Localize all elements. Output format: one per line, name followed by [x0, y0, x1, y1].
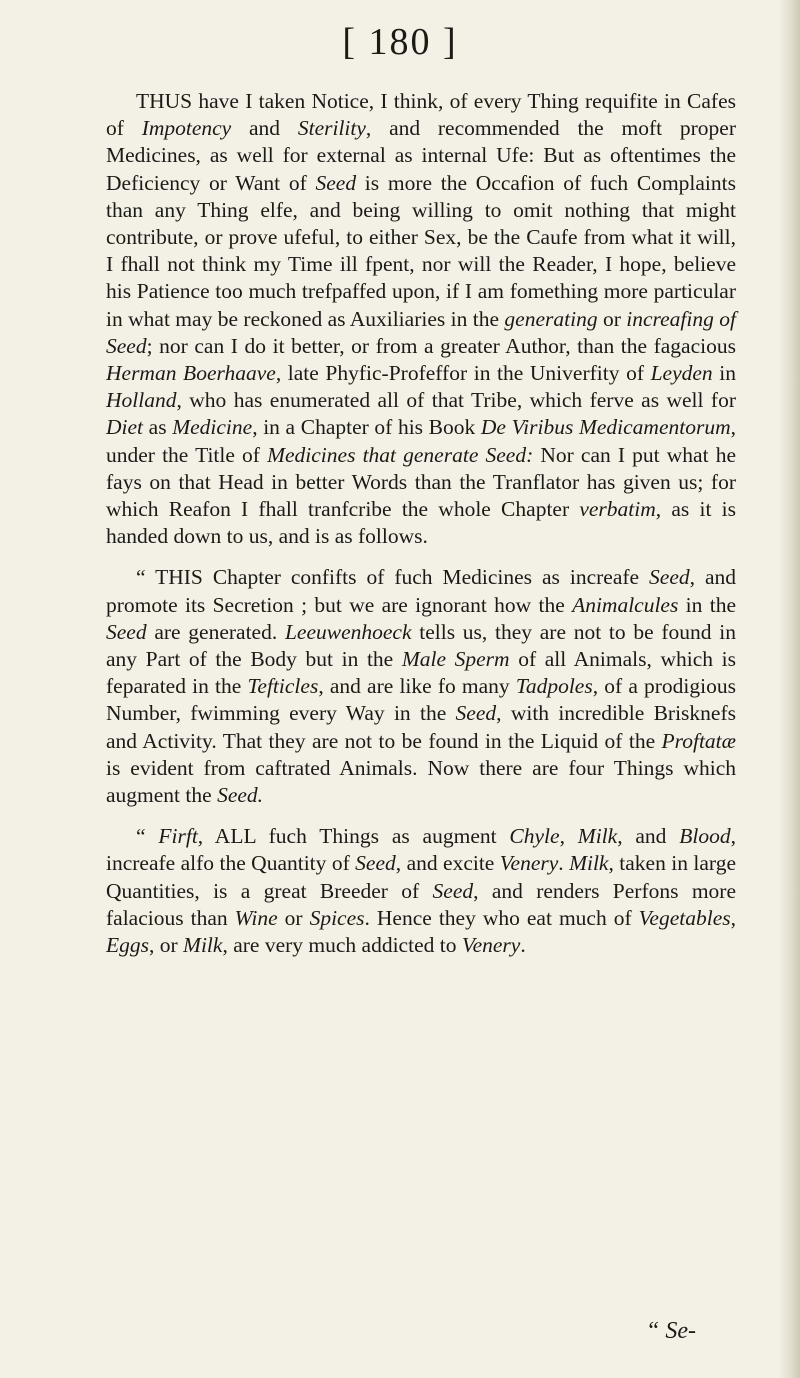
- page-edge: [778, 0, 800, 1378]
- italic-text: Milk: [569, 851, 609, 876]
- text-run: , under the Title of: [106, 415, 736, 467]
- paragraph-1: [106, 88, 736, 550]
- text-run: as: [143, 415, 173, 440]
- italic-text: Milk: [577, 824, 618, 849]
- text-run: , increafe alfo the Quantity of: [106, 824, 736, 876]
- text-run: are generated.: [146, 619, 285, 644]
- italic-text: increafing of Seed: [106, 306, 736, 358]
- text-run: , of a prodigious Number, fwimming every Way in the: [106, 674, 736, 726]
- text-run: ; nor can I do it better, or from a greater Author, than the fagacious: [146, 333, 736, 358]
- italic-text: Spices: [309, 905, 365, 930]
- text-run: , and: [617, 824, 680, 849]
- paragraph-2: [106, 564, 736, 809]
- italic-text: Seed: [455, 701, 497, 726]
- italic-text: Medicines that generate Seed:: [267, 442, 534, 467]
- paragraph-3: [106, 823, 736, 959]
- catchword: “ Se-: [646, 1318, 696, 1344]
- text-run: , as it is handed down to us, and is as follows.: [106, 497, 737, 549]
- italic-text: Leyden: [650, 361, 713, 386]
- italic-text: Seed: [432, 878, 474, 903]
- italic-text: Vegetables: [638, 905, 731, 930]
- text-run: is evident from caftrated Animals. Now there are four Things which augment the: [106, 755, 736, 808]
- text-run: , who has enumerated all of that Tribe, which ferve as well for: [176, 388, 736, 413]
- italic-text: Male Sperm: [401, 647, 510, 672]
- italic-text: Eggs: [106, 933, 149, 958]
- text-run: “ THIS Chapter confifts of fuch Medicines as increafe: [136, 565, 650, 590]
- italic-text: Chyle: [509, 824, 560, 849]
- text-run: or: [597, 306, 627, 331]
- text-run: Nor can I put what he fays on that Head in better Words than the Tranflator has given us; for which Reafon I fhall tranfcribe the whole Chapter: [106, 442, 736, 522]
- italic-text: Venery: [499, 851, 559, 876]
- text-run: ,: [730, 905, 736, 930]
- italic-text: Seed: [355, 851, 396, 876]
- text-run: .: [558, 851, 570, 876]
- italic-text: Animalcules: [572, 592, 679, 617]
- text-run: , with incredible Brisknefs and Activity. That they are not to be found in the Liquid of the: [106, 701, 736, 753]
- text-run: , ALL fuch Things as augment: [197, 824, 510, 849]
- italic-text: Seed.: [217, 783, 264, 808]
- text-run: THUS have I taken Notice, I think, of every Thing requifite in Cafes of: [106, 89, 736, 141]
- text-run: in the: [678, 592, 736, 617]
- italic-text: Seed: [649, 565, 690, 590]
- italic-text: Diet: [106, 415, 144, 440]
- text-run: is more the Occafion of fuch Complaints than any Thing elfe, and being willing to omit nothing that might contribute, or prove ufeful, to either Sex, be the Caufe from what it will, I fhall not think my Time ill fpent, nor will the Reader, I hope, believe his Patience too much trefpaffed upon, if I am fomething more particular in what may be reckoned as Auxiliaries in the: [106, 170, 736, 331]
- text-run: , in a Chapter of his Book: [252, 415, 481, 440]
- text-run: , and promote its Secretion ; but we are ignorant how the: [106, 565, 736, 617]
- body-text: [106, 88, 736, 959]
- text-run: , are very much addicted to: [222, 933, 462, 958]
- text-run: , and excite: [395, 851, 500, 876]
- text-run: , late Phyfic-Profeffor in the Univerfity of: [275, 361, 651, 386]
- italic-text: verbatim: [579, 497, 656, 522]
- italic-text: Leeuwenhoeck: [284, 619, 412, 644]
- text-run: or: [277, 905, 310, 930]
- italic-text: Proftatæ: [661, 728, 736, 753]
- text-run: , and renders Perfons more falacious than: [106, 878, 736, 930]
- text-run: , taken in large Quantities, is a great Breeder of: [106, 851, 736, 903]
- text-run: “: [136, 824, 159, 849]
- italic-text: Medicine: [172, 415, 253, 440]
- italic-text: Milk: [183, 933, 223, 958]
- italic-text: Wine: [234, 905, 278, 930]
- italic-text: Sterility: [297, 116, 366, 141]
- italic-text: Holland: [106, 388, 177, 413]
- italic-text: Venery: [461, 933, 521, 958]
- text-run: , and recommended the moft proper Medicines, as well for external as internal Ufe: But as oftentimes the Deficiency or Want of: [106, 116, 736, 195]
- text-run: ,: [559, 824, 578, 849]
- italic-text: De Viribus Medicamentorum: [480, 415, 731, 440]
- text-run: .: [520, 933, 526, 958]
- italic-text: Firft: [158, 824, 198, 849]
- text-run: , and are like fo many: [318, 674, 516, 699]
- italic-text: Seed: [315, 170, 357, 195]
- italic-text: Herman Boerhaave: [106, 361, 276, 386]
- text-run: of all Animals, which is feparated in the: [106, 647, 736, 699]
- text-run: , or: [149, 933, 184, 958]
- text-run: . Hence they who eat much of: [364, 905, 639, 930]
- text-run: tells us, they are not to be found in any Part of the Body but in the: [106, 619, 736, 672]
- italic-text: Tadpoles: [515, 674, 593, 699]
- italic-text: Tefticles: [247, 674, 319, 699]
- text-run: and: [231, 116, 298, 141]
- page-number: [ 180 ]: [342, 21, 458, 63]
- italic-text: Seed: [106, 619, 147, 644]
- italic-text: Impotency: [141, 116, 232, 141]
- italic-text: generating: [504, 306, 598, 331]
- text-run: in: [712, 361, 736, 386]
- italic-text: Blood: [679, 824, 731, 849]
